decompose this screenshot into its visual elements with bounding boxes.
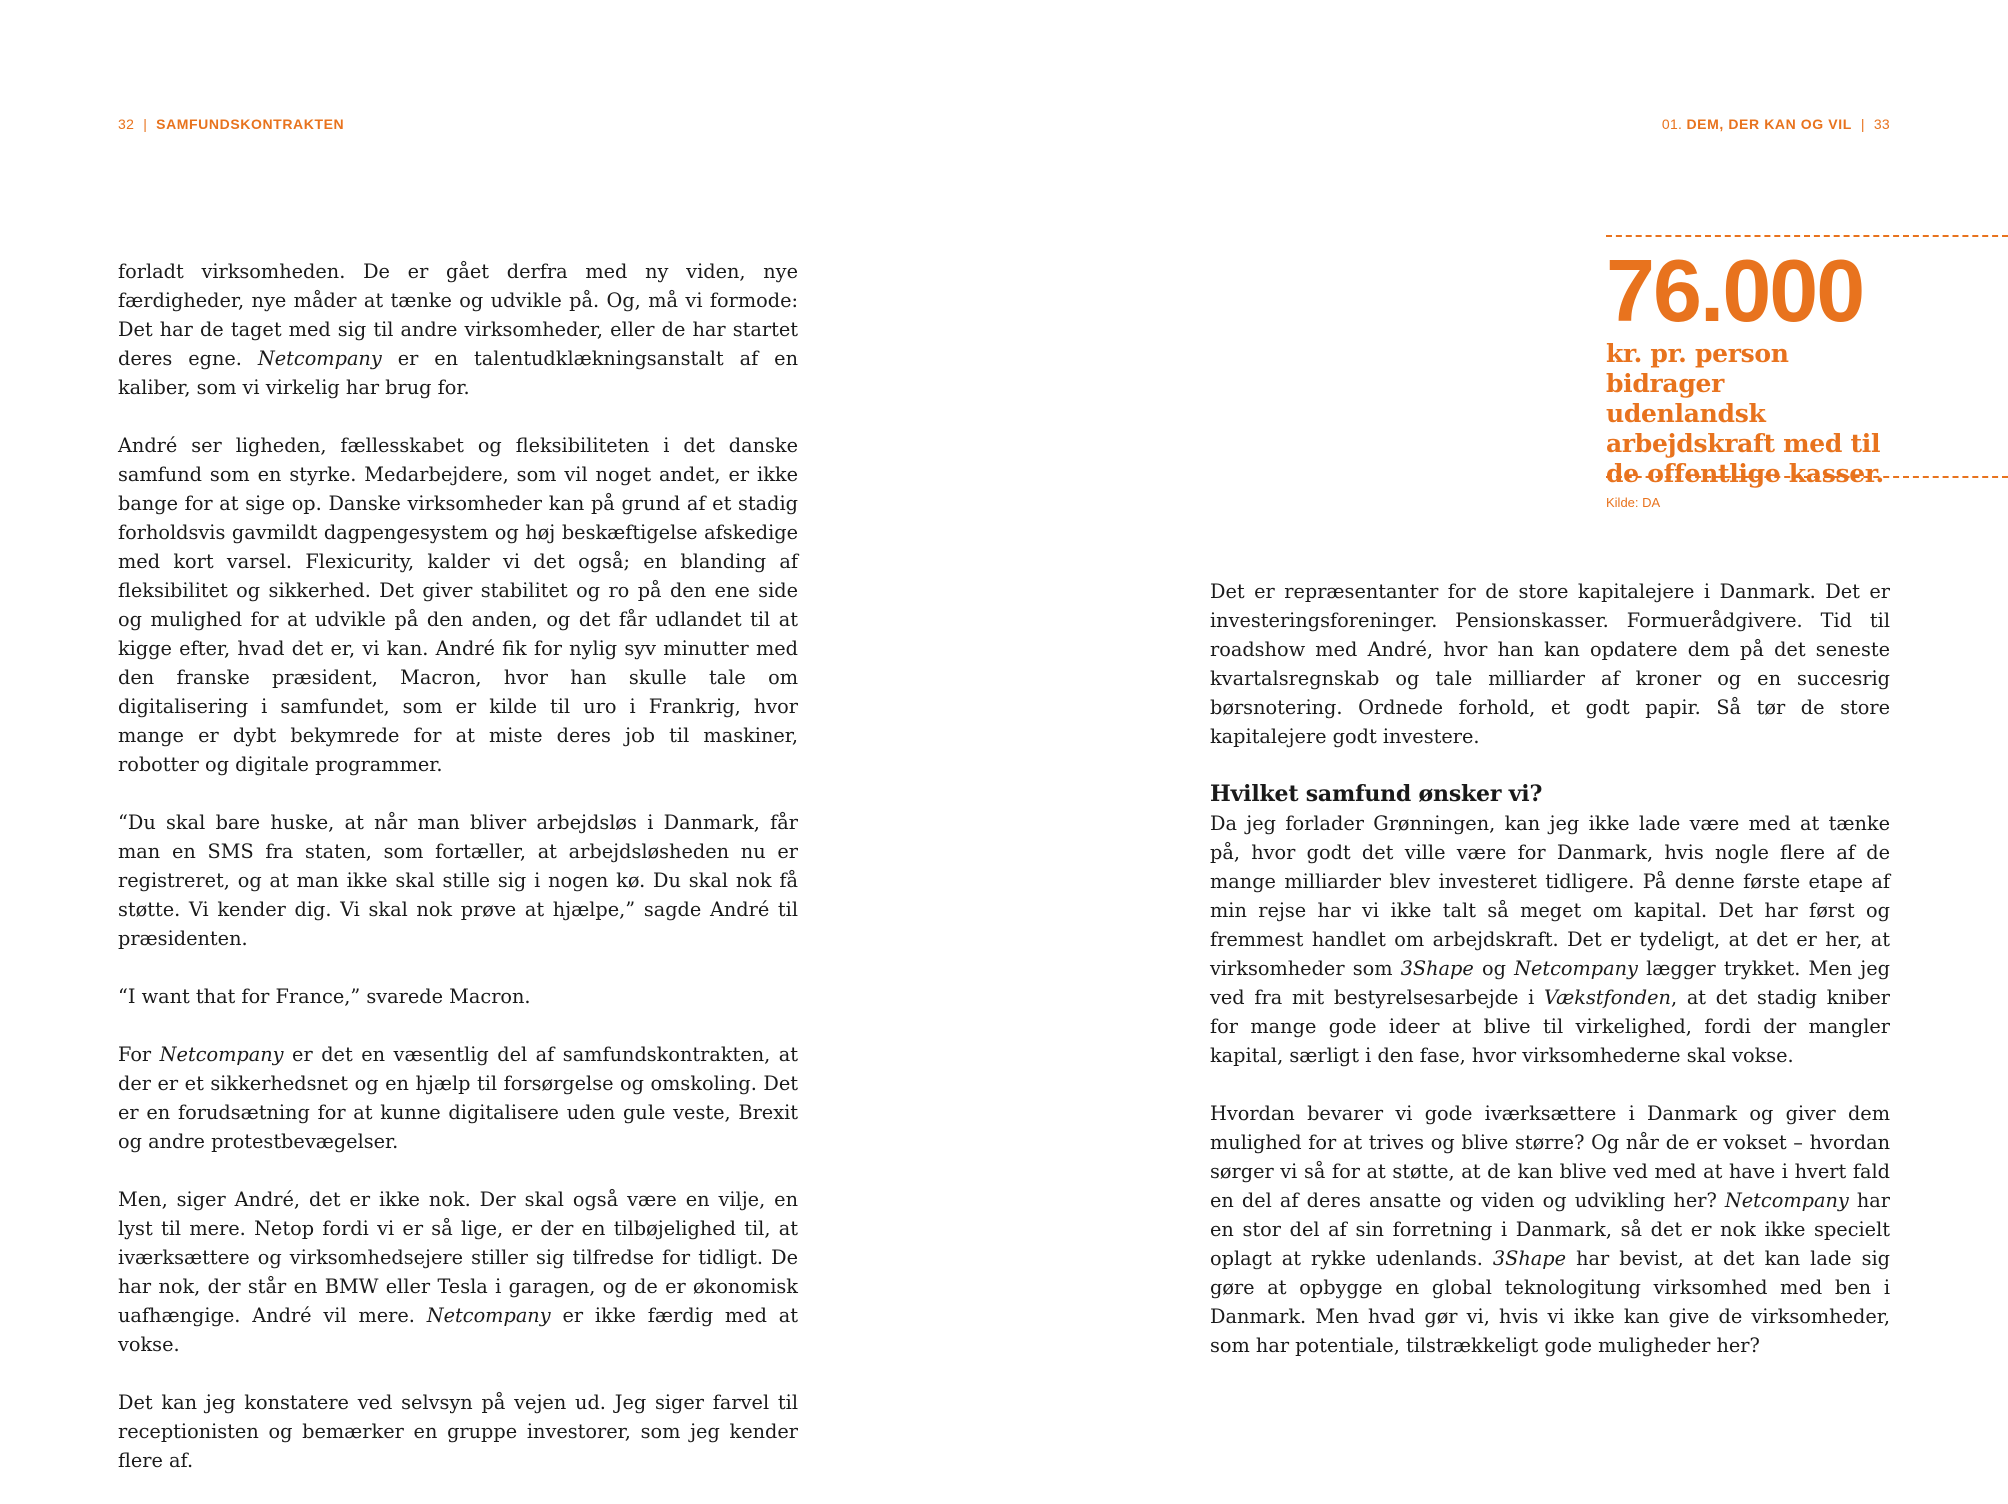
chapter-title: DEM, DER KAN OG VIL	[1686, 116, 1852, 132]
running-head-separator: |	[143, 116, 148, 132]
statistic-callout	[1606, 235, 2008, 510]
text-run: har en stor del af sin forretning i Danmark, så det er nok ikke specielt oplagt at rykke udenlands.	[1210, 1189, 1890, 1270]
body-paragraph	[1210, 1099, 1890, 1360]
body-paragraph	[118, 1388, 798, 1475]
italic-run: Netcompany	[426, 1304, 551, 1327]
left-page-body	[118, 257, 798, 1504]
chapter-number: 01.	[1661, 116, 1683, 132]
text-run: og	[1473, 957, 1515, 980]
text-run: forladt virksomheden. De er gået derfra med ny viden, nye færdigheder, nye måder at tænke og udvikle på. Og, må vi formode: Det har de taget med sig til andre virksomheder, eller de har startet deres egne.	[118, 260, 798, 370]
italic-run: Vækstfonden	[1544, 986, 1671, 1009]
body-paragraph	[118, 1040, 798, 1156]
right-page-number: 33	[1873, 116, 1890, 132]
text-run: Det kan jeg konstatere ved selvsyn på vejen ud. Jeg siger farvel til receptionisten og bemærker en gruppe investorer, som jeg kender flere af.	[118, 1391, 798, 1472]
italic-run: Netcompany	[1514, 957, 1638, 980]
text-run: André ser ligheden, fællesskabet og fleksibiliteten i det danske samfund som en styrke. Medarbejdere, som vil noget andet, er ikke bange for at sige op. Danske virksomheder kan på grund af et stadig forholdsvis gavmildt dagpengesystem og høj beskæftigelse afskedige med kort varsel. Flexicurity, kalder vi det også; en blanding af fleksibilitet og sikkerhed. Det giver stabilitet og ro på den ene side og mulighed for at udvikle på den anden, og det får udlandet til at kigge efter, hvad det er, vi kan. André fik for nylig syv minutter med den franske præsident, Macron, hvor han skulle tale om digitalisering i samfundet, som er kilde til uro i Frankrig, hvor mange er dybt bekymrede for at miste deres job til maskiner, robotter og digitale programmer.	[118, 434, 798, 776]
text-run: er ikke færdig med at vokse.	[118, 1304, 799, 1356]
body-paragraph	[1210, 577, 1890, 751]
section-subheading: Hvilket samfund ønsker vi?	[1210, 781, 1543, 807]
text-run: Da jeg forlader Grønningen, kan jeg ikke lade være med at tænke på, hvor godt det ville være for Danmark, hvis nogle flere af de mange milliarder blev investeret tidligere. På denne første etape af min rejse har vi ikke talt så meget om kapital. Det har først og fremmest handlet om arbejdskraft. Det er tydeligt, at det er her, at virksomheder som	[1210, 812, 1890, 980]
body-paragraph	[1210, 809, 1890, 1070]
text-run: Men, siger André, det er ikke nok. Der skal også være en vilje, en lyst til mere. Netop fordi vi er så lige, er der en tilbøjelighed til, at iværksættere og virksomhedsejere stiller sig tilfredse for tidligt. De har nok, der står en BMW eller Tesla i garagen, og de er økonomisk uafhængige. André vil mere.	[118, 1188, 798, 1327]
italic-run: Netcompany	[257, 347, 382, 370]
text-run: “Du skal bare huske, at når man bliver arbejdsløs i Danmark, får man en SMS fra staten, som fortæller, at arbejdsløsheden nu er registreret, og at man ikke skal stille sig i nogen kø. Du skal nok få støtte. Vi kender dig. Vi skal nok prøve at hjælpe,” sagde André til præsidenten.	[118, 811, 798, 950]
text-run: Hvordan bevarer vi gode iværksættere i Danmark og giver dem mulighed for at trives og blive større? Og når de er vokset – hvordan sørger vi så for at støtte, at de kan blive ved med at have i hvert fald en del af deres ansatte og viden og udvikling her?	[1210, 1102, 1890, 1212]
right-running-head	[1662, 116, 1890, 132]
callout-text: kr. pr. person bidrager udenlandsk arbejdskraft med til de offentlige kasser.	[1606, 339, 1884, 488]
body-paragraph	[118, 257, 798, 402]
text-run: Det er repræsentanter for de store kapitalejere i Danmark. Det er investeringsforeninger. Pensionskasser. Formuerådgivere. Tid til roadshow med André, hvor han kan opdatere dem på det seneste kvartalsregnskab og tale milliarder af kroner og en succesrig børsnotering. Ordnede forhold, et godt papir. Så tør de store kapitalejere godt investere.	[1210, 580, 1890, 748]
left-section-title: SAMFUNDSKONTRAKTEN	[156, 116, 345, 132]
right-page-body	[1210, 577, 1890, 1389]
running-head-separator: |	[1860, 116, 1865, 132]
text-run: har bevist, at det kan lade sig gøre at opbygge en global teknologitung virksomhed med ben i Danmark. Men hvad gør vi, hvis vi ikke kan give de virksomheder, som har potentiale, tilstrækkeligt gode muligheder her?	[1210, 1247, 1890, 1357]
text-run: , at det stadig kniber for mange gode ideer at blive til virkelighed, fordi der mangler kapital, særligt i den fase, hvor virksomhederne skal vokse.	[1210, 986, 1890, 1067]
italic-run: Netcompany	[1724, 1189, 1849, 1212]
italic-run: Netcompany	[159, 1043, 284, 1066]
text-run: For	[118, 1043, 160, 1066]
text-run: “I want that for France,” svarede Macron.	[118, 985, 531, 1008]
callout-source: Kilde: DA	[1606, 495, 1661, 510]
body-paragraph	[118, 808, 798, 953]
left-running-head	[118, 116, 344, 132]
left-page-number: 32	[118, 116, 135, 132]
text-run: lægger trykket. Men jeg ved fra mit bestyrelsesarbejde i	[1210, 957, 1890, 1009]
italic-run: 3Shape	[1400, 957, 1474, 980]
body-paragraph	[118, 431, 798, 779]
body-paragraph	[118, 1185, 798, 1359]
italic-run: 3Shape	[1492, 1247, 1567, 1270]
callout-number: 76.000	[1606, 241, 1864, 340]
body-paragraph	[118, 982, 798, 1011]
text-run: er det en væsentlig del af samfundskontrakten, at der er et sikkerhedsnet og en hjælp til forsørgelse og omskoling. Det er en forudsætning for at kunne digitalisere uden gule veste, Brexit og andre protestbevægelser.	[118, 1043, 798, 1153]
text-run: er en talentudklækningsanstalt af en kaliber, som vi virkelig har brug for.	[118, 347, 798, 399]
